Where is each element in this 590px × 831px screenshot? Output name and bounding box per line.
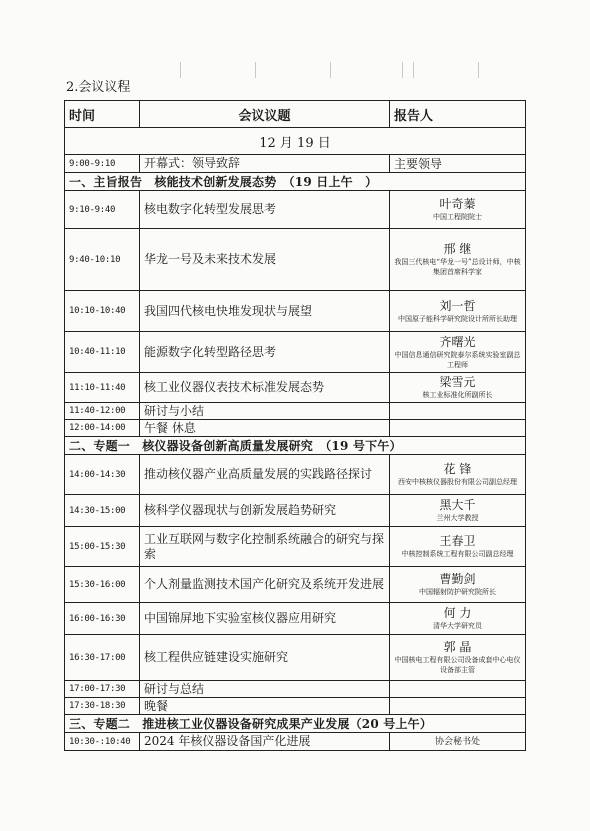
time-cell: 12:00-14:00: [65, 420, 140, 437]
table-row: [65, 603, 526, 635]
time-cell: 15:30-16:00: [65, 567, 140, 603]
time-cell: 17:00-17:30: [65, 681, 140, 698]
speaker-name: 梁雪元: [439, 375, 476, 389]
section-title: 二、专题一 核仪器设备创新高质量发展研究 （19 号下午）: [65, 437, 526, 455]
speaker-name: 花 锋: [443, 462, 472, 476]
speaker-cell: [390, 332, 526, 373]
speaker-cell: [390, 603, 526, 635]
speaker-title: 中核控制系统工程有限公司副总经理: [401, 550, 514, 558]
section-title: 三、专题二 推进核工业仪器设备研究成果产业发展（20 号上午）: [65, 715, 526, 733]
time-cell: 9:00-9:10: [65, 155, 140, 173]
header-topic: 会议议题: [140, 101, 390, 128]
table-row: [65, 155, 526, 173]
time-cell: 14:30-15:00: [65, 495, 140, 527]
table-row: [65, 229, 526, 291]
time-cell: 9:10-9:40: [65, 191, 140, 229]
speaker-cell: [390, 191, 526, 229]
speaker-title: 中国信息通信研究院泰尔系统实验室副总工程师: [394, 350, 521, 369]
table-row: [65, 527, 526, 567]
section-heading: 2.会议议程: [66, 80, 131, 95]
time-cell: 10:10-10:40: [65, 291, 140, 332]
time-cell: 17:30-18:30: [65, 698, 140, 715]
speaker-title: 兰州大学教授: [436, 514, 479, 522]
speaker-title: 中国核电工程有限公司设备成套中心电仪设备部主管: [394, 656, 521, 674]
time-cell: 9:40-10:10: [65, 229, 140, 291]
section-row: [65, 173, 526, 191]
topic-cell: 核科学仪器现状与创新发展趋势研究: [140, 495, 390, 527]
speaker-name: 邢 继: [443, 242, 472, 256]
speaker-cell: [390, 567, 526, 603]
table-row: [65, 455, 526, 495]
table-row: [65, 332, 526, 373]
table-row: [65, 495, 526, 527]
speaker-name: 郭 晶: [443, 640, 472, 654]
header-speaker: 报告人: [390, 101, 526, 128]
topic-cell: 工业互联网与数字化控制系统融合的研究与探索: [140, 527, 390, 567]
time-cell: 16:30-17:00: [65, 635, 140, 681]
speaker-cell: [390, 635, 526, 681]
speaker-cell: [390, 527, 526, 567]
header-row: [65, 101, 526, 128]
topic-cell: 研讨与小结: [140, 403, 390, 420]
table-row: [65, 681, 526, 698]
speaker-cell: 协会秘书处: [390, 733, 526, 751]
topic-cell: 核工程供应链建设实施研究: [140, 635, 390, 681]
speaker-cell: [390, 420, 526, 437]
speaker-title: 中国工程院院士: [433, 213, 482, 221]
topic-cell: 晚餐: [140, 698, 390, 715]
topic-cell: 我国四代核电快堆发现状与展望: [140, 291, 390, 332]
speaker-name: 何 力: [443, 606, 472, 620]
speaker-cell: [390, 495, 526, 527]
speaker-title: 西安中核核仪器股份有限公司副总经理: [398, 478, 517, 486]
table-row: [65, 567, 526, 603]
speaker-cell: [390, 403, 526, 420]
table-row: [65, 373, 526, 403]
topic-cell: 研讨与总结: [140, 681, 390, 698]
speaker-name: 王春卫: [439, 534, 476, 548]
speaker-title: 中国原子能科学研究院设计所所长助理: [398, 314, 517, 323]
table-row: [65, 191, 526, 229]
topic-cell: 推动核仪器产业高质量发展的实践路径探讨: [140, 455, 390, 495]
speaker-name: 曹勤剑: [439, 572, 476, 586]
agenda-table: [64, 100, 526, 751]
speaker-cell: [390, 229, 526, 291]
speaker-name: 齐曙光: [439, 334, 476, 349]
time-cell: 10:40-11:10: [65, 332, 140, 373]
section-row: [65, 437, 526, 455]
table-row: [65, 733, 526, 751]
time-cell: 11:10-11:40: [65, 373, 140, 403]
topic-cell: 核电数字化转型发展思考: [140, 191, 390, 229]
topic-cell: 2024 年核仪器设备国产化进展: [140, 733, 390, 751]
speaker-name: 黑大千: [439, 498, 476, 512]
time-cell: 11:40-12:00: [65, 403, 140, 420]
day-label: 12 月 19 日: [65, 128, 526, 155]
table-row: [65, 698, 526, 715]
speaker-title: 清华大学研究员: [433, 622, 482, 630]
speaker-name: 叶奇蓁: [439, 197, 476, 211]
topic-cell: 能源数字化转型路径思考: [140, 332, 390, 373]
header-time: 时间: [65, 101, 140, 128]
table-row: [65, 420, 526, 437]
table-row: [65, 635, 526, 681]
day-row: [65, 128, 526, 155]
speaker-title: 中国辐射防护研究院所长: [419, 588, 496, 596]
section-row: [65, 715, 526, 733]
topic-cell: 个人剂量监测技术国产化研究及系统开发进展: [140, 567, 390, 603]
section-title: 一、主旨报告 核能技术创新发展态势 （19 日上午 ）: [65, 173, 526, 191]
speaker-cell: [390, 681, 526, 698]
topic-cell: 开幕式：领导致辞: [140, 155, 390, 173]
time-cell: 15:00-15:30: [65, 527, 140, 567]
time-cell: 16:00-16:30: [65, 603, 140, 635]
speaker-cell: [390, 373, 526, 403]
table-row: [65, 291, 526, 332]
time-cell: 14:00-14:30: [65, 455, 140, 495]
speaker-cell: [390, 698, 526, 715]
topic-cell: 华龙一号及未来技术发展: [140, 229, 390, 291]
speaker-cell: [390, 455, 526, 495]
topic-cell: 核工业仪器仪表技术标准发展态势: [140, 373, 390, 403]
speaker-cell: [390, 291, 526, 332]
topic-cell: 午餐 休息: [140, 420, 390, 437]
speaker-cell: 主要领导: [390, 155, 526, 173]
speaker-title: 我国三代核电“华龙一号”总设计师，中核集团首席科学家: [394, 258, 521, 276]
topic-cell: 中国锦屏地下实验室核仪器应用研究: [140, 603, 390, 635]
table-row: [65, 403, 526, 420]
speaker-title: 核工业标准化所副所长: [422, 391, 493, 399]
speaker-name: 刘一哲: [439, 298, 476, 313]
time-cell: 10:30-:10:40: [65, 733, 140, 751]
